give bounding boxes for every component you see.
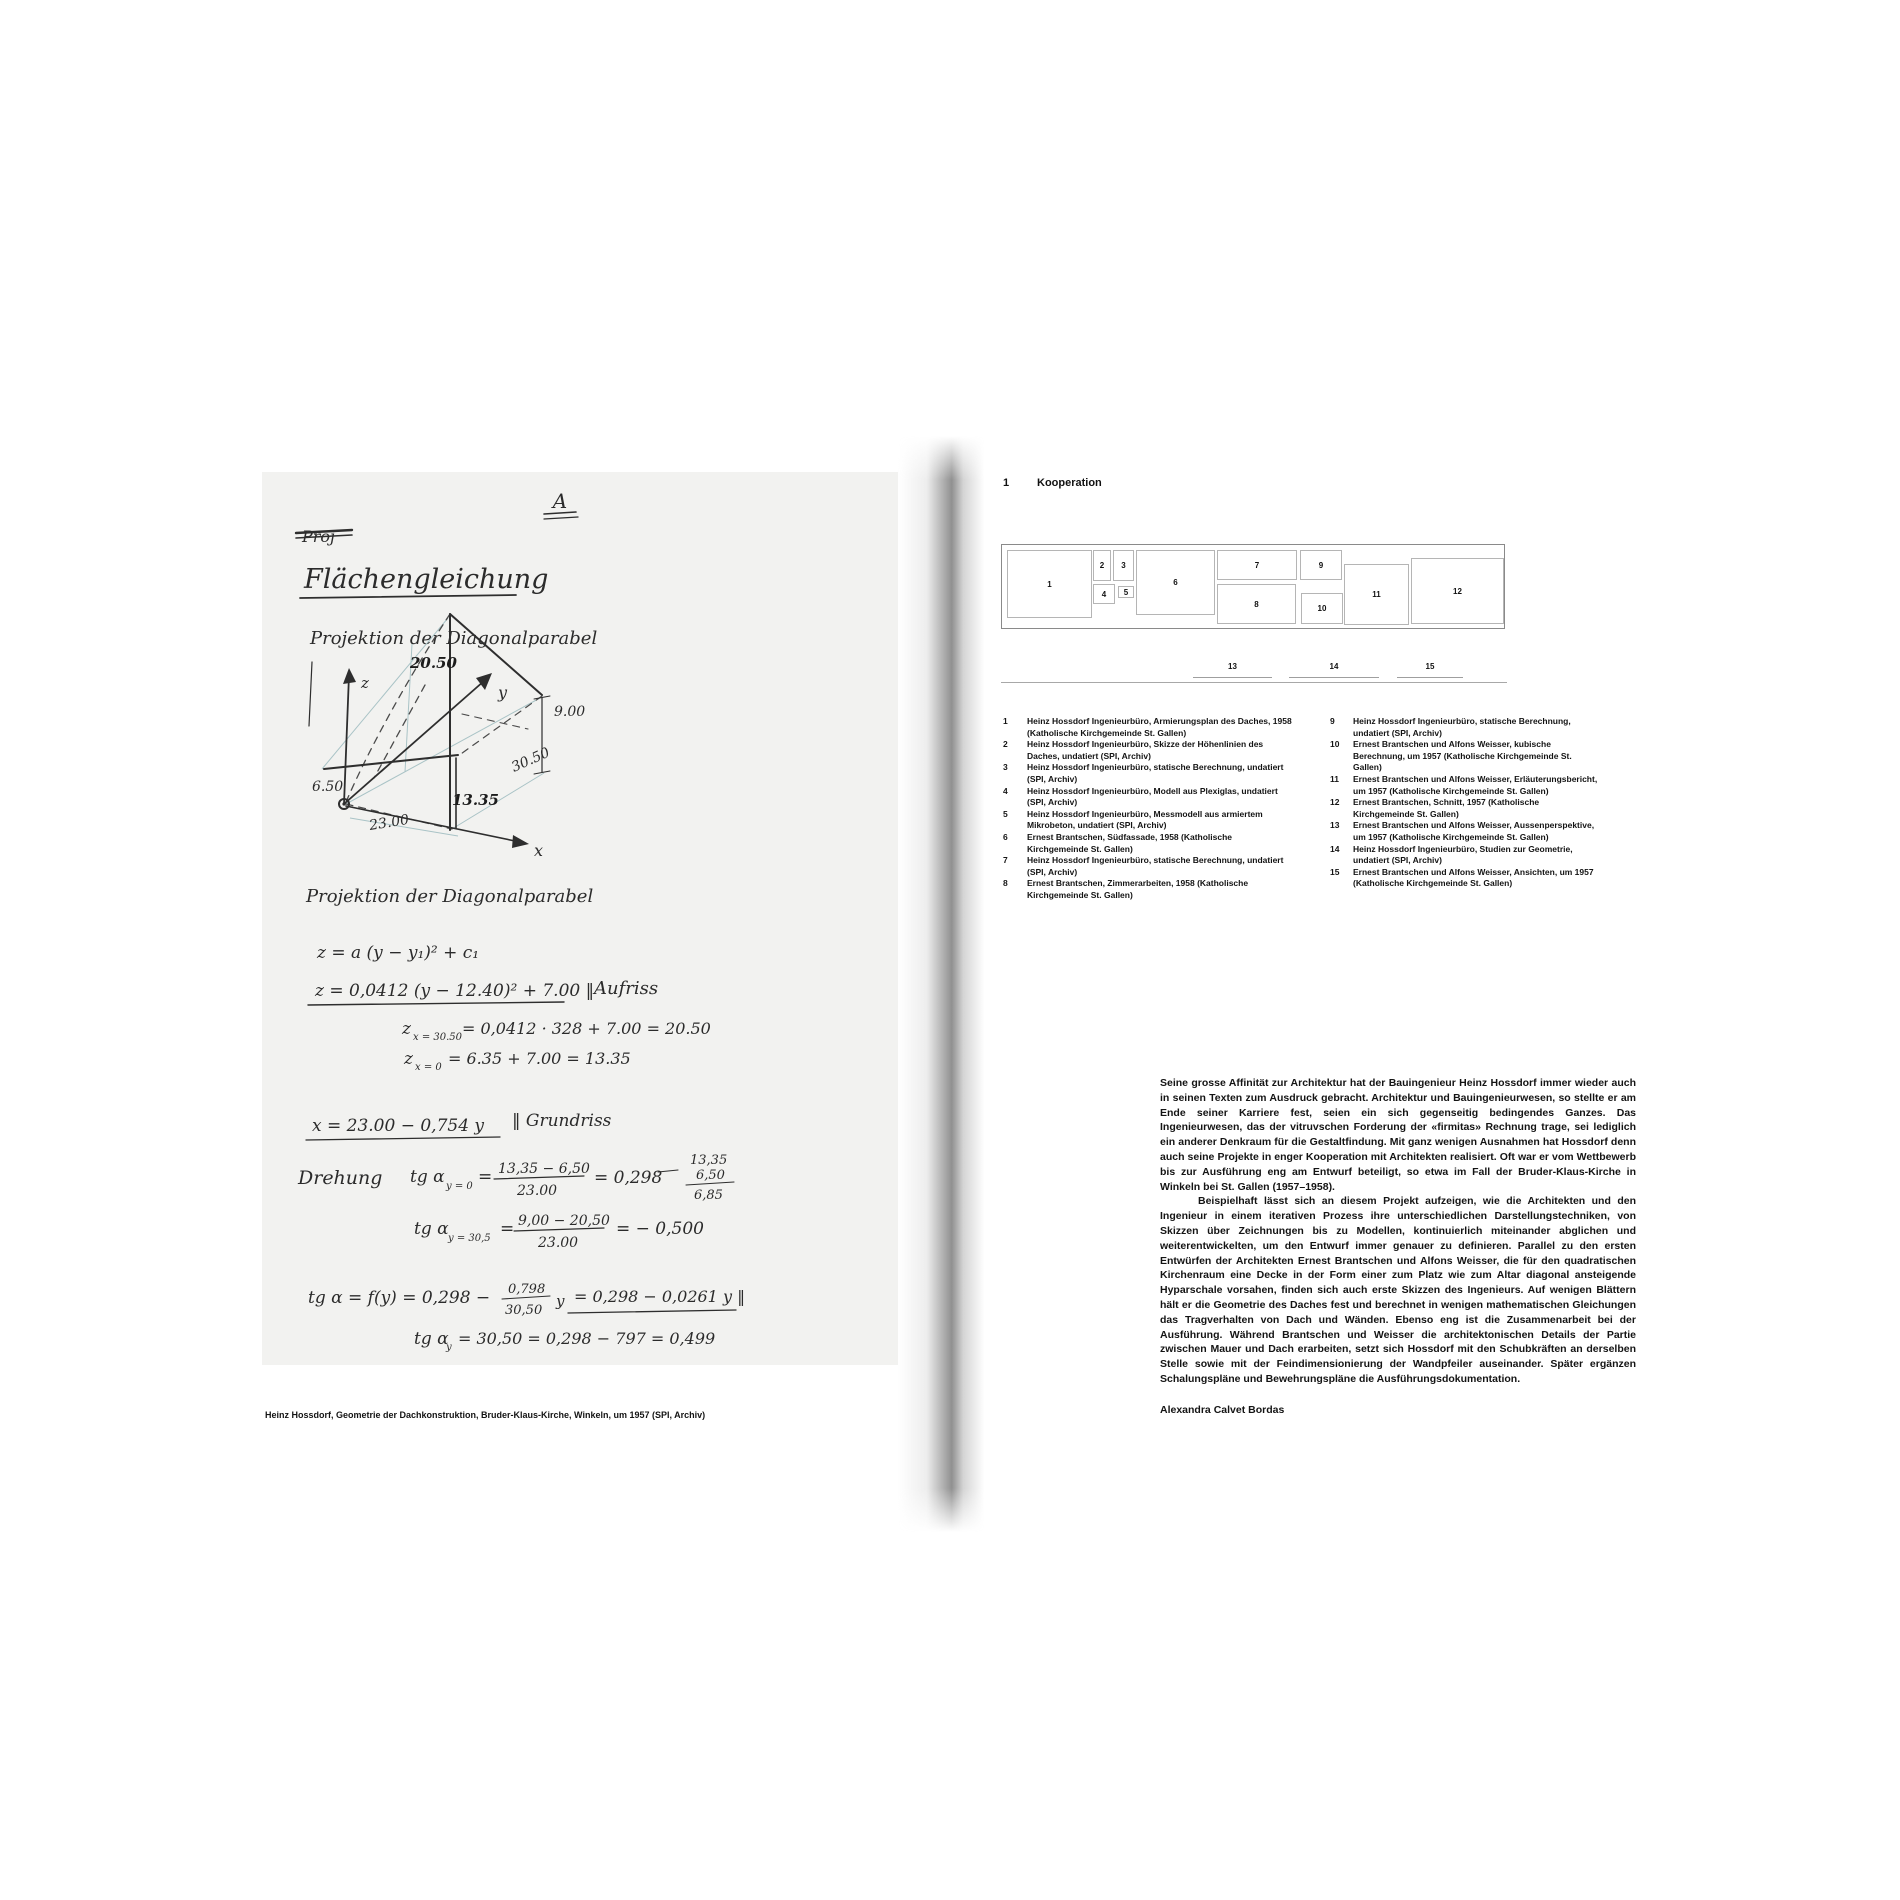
formula-8-den: 30,50: [505, 1303, 543, 1318]
axes: [309, 662, 529, 848]
figure-box-5: 5: [1118, 586, 1134, 598]
caption-item: [1330, 739, 1602, 774]
caption-text: Heinz Hossdorf Ingenieurbüro, statische Berechnung, undatiert (SPI, Archiv): [1353, 716, 1571, 738]
caption-item: [1330, 820, 1602, 843]
section-title: Kooperation: [1037, 477, 1102, 489]
section-header: [1003, 477, 1102, 489]
caption-item: [1003, 762, 1293, 785]
formula-8-underline: [568, 1310, 736, 1313]
formula-1: z = a (y − y₁)² + c₁: [317, 943, 480, 963]
caption-text: Ernest Brantschen und Alfons Weisser, Erläuterungsbericht, um 1957 (Katholische Kirchgemeinde St. Gallen): [1353, 773, 1598, 796]
caption-text: Ernest Brantschen, Zimmerarbeiten, 1958 (Katholische Kirchgemeinde St. Gallen): [1027, 878, 1249, 900]
caption-number: 13: [1330, 820, 1340, 831]
author-name: Alexandra Calvet Bordas: [1160, 1404, 1285, 1416]
dim-650: 6.50: [312, 779, 344, 795]
figure-box-1: 1: [1007, 550, 1092, 618]
figure-box-8: 8: [1217, 584, 1296, 624]
origin-dot: [342, 802, 345, 805]
caption-text: Ernest Brantschen, Schnitt, 1957 (Katholische Kirchgemeinde St. Gallen): [1353, 797, 1540, 819]
formula-5-underline: [306, 1137, 500, 1140]
formula-6-num: 13,35 − 6,50: [498, 1161, 590, 1177]
figure-row-label-15: 15: [1397, 662, 1463, 678]
caption-text: Ernest Brantschen und Alfons Weisser, Aussenperspektive, um 1957 (Katholische Kirchgemeinde St. Gallen): [1353, 820, 1595, 842]
figure-row-label-14: 14: [1289, 662, 1379, 678]
caption-item: [1003, 878, 1293, 901]
caption-number: 12: [1330, 797, 1340, 808]
dim-2050: 20.50: [410, 654, 457, 672]
formula-6-tg: tg α: [410, 1167, 445, 1187]
caption-number: 2: [1003, 739, 1008, 750]
caption-text: Heinz Hossdorf Ingenieurbüro, Skizze der Höhenlinien des Daches, undatiert (SPI, Archiv): [1027, 739, 1264, 761]
figure-box-4: 4: [1093, 584, 1115, 604]
formula-2: z = 0,0412 (y − 12.40)² + 7.00 ‖: [315, 981, 595, 1001]
figure-box-12: 12: [1411, 558, 1504, 624]
formula-7-tg: tg α: [414, 1219, 449, 1239]
margin-value-a: 13,35: [690, 1153, 728, 1168]
caption-number: 3: [1003, 762, 1008, 773]
formula-7-eq: =: [500, 1219, 515, 1239]
formula-7-sub: y = 30,5: [448, 1233, 491, 1244]
sheet-letter: A: [552, 489, 568, 513]
figure-box-2: 2: [1093, 550, 1111, 581]
figure-box-7: 7: [1217, 550, 1297, 580]
caption-number: 7: [1003, 855, 1008, 866]
figure-box-3: 3: [1113, 550, 1134, 581]
formula-5: x = 23.00 − 0,754 y: [312, 1116, 485, 1136]
formula-8-lead: tg α = f(y) = 0,298 −: [308, 1288, 491, 1308]
drehung-label: Drehung: [298, 1167, 383, 1189]
formula-7-den: 23.00: [538, 1235, 579, 1251]
figure-box-9: 9: [1300, 550, 1342, 580]
figure-row-label-13: 13: [1193, 662, 1272, 678]
formula-2-underline: [308, 1002, 564, 1005]
aufriss-label: Aufriss: [594, 978, 659, 999]
body-text: [1160, 1076, 1636, 1387]
caption-item: [1330, 867, 1602, 890]
caption-text: Heinz Hossdorf Ingenieurbüro, statische Berechnung, undatiert (SPI, Archiv): [1027, 762, 1284, 784]
margin-value-c: 6,85: [694, 1188, 723, 1203]
formula-6-eq: =: [478, 1167, 493, 1187]
caption-text: Heinz Hossdorf Ingenieurbüro, Armierungsplan des Daches, 1958 (Katholische Kirchgemeinde St. Gallen): [1027, 716, 1292, 738]
caption-list-right: [1330, 716, 1602, 890]
caption-text: Heinz Hossdorf Ingenieurbüro, Modell aus Plexiglas, undatiert (SPI, Archiv): [1027, 785, 1278, 808]
caption-item: [1003, 786, 1293, 809]
z-axis-label: z: [361, 674, 369, 692]
caption-text: Ernest Brantschen, Südfassade, 1958 (Katholische Kirchgemeinde St. Gallen): [1027, 831, 1233, 854]
letter-underline-2: [544, 517, 578, 519]
caption-text: Ernest Brantschen und Alfons Weisser, kubische Berechnung, um 1957 (Katholische Kirchgemeinde St. Gallen): [1353, 739, 1572, 773]
caption-item: [1330, 844, 1602, 867]
sketch-title: Flächengleichung: [304, 564, 549, 595]
figure-box-11: 11: [1344, 564, 1409, 625]
formula-4-rest: = 6.35 + 7.00 = 13.35: [448, 1049, 631, 1068]
formula-3-sub: x = 30.50: [413, 1032, 463, 1043]
subheading-1: Projektion der Diagonalparabel: [310, 628, 598, 649]
caption-item: [1003, 855, 1293, 878]
dim-900: 9.00: [554, 704, 586, 720]
left-page-caption: Heinz Hossdorf, Geometrie der Dachkonstruktion, Bruder-Klaus-Kirche, Winkeln, um 1957 (SPI, Archiv): [265, 1410, 706, 1420]
caption-number: 1: [1003, 716, 1008, 726]
formula-8-var: y: [556, 1292, 565, 1310]
dim-1335: 13.35: [452, 791, 499, 809]
caption-item: [1003, 832, 1293, 855]
caption-item: [1330, 797, 1602, 820]
caption-text: Ernest Brantschen und Alfons Weisser, Ansichten, um 1957 (Katholische Kirchgemeinde St. Gallen): [1353, 866, 1594, 889]
formula-4-z: z: [404, 1049, 413, 1069]
formula-8-num: 0,798: [508, 1282, 546, 1297]
title-underline: [300, 595, 516, 598]
formula-6-result: = 0,298: [594, 1168, 663, 1188]
formula-9-rest: = 30,50 = 0,298 − 797 = 0,499: [458, 1329, 716, 1348]
handwriting-sketch: [262, 472, 898, 1365]
subheading-2: Projektion der Diagonalparabel: [306, 886, 594, 907]
figure-box-10: 10: [1301, 593, 1343, 624]
formula-3-rest: = 0,0412 · 328 + 7.00 = 20.50: [462, 1019, 711, 1038]
caption-item: [1003, 716, 1293, 739]
caption-number: 11: [1330, 773, 1339, 784]
figure-box-6: 6: [1136, 550, 1215, 615]
formula-9-tg: tg α: [414, 1329, 449, 1349]
caption-text: Heinz Hossdorf Ingenieurbüro, Studien zur Geometrie, undatiert (SPI, Archiv): [1353, 843, 1573, 866]
grundriss-label: ‖ Grundriss: [512, 1111, 612, 1131]
y-axis-label: y: [498, 683, 508, 702]
caption-number: 6: [1003, 831, 1008, 842]
formula-7-num: 9,00 − 20,50: [518, 1213, 610, 1229]
formula-6-den: 23.00: [517, 1183, 558, 1199]
crossed-word: Proj: [302, 527, 336, 546]
caption-item: [1330, 774, 1602, 797]
caption-number: 4: [1003, 785, 1008, 796]
caption-number: 14: [1330, 843, 1340, 854]
caption-item: [1003, 739, 1293, 762]
book-spine-shadow: [898, 436, 994, 1532]
formula-3-z: z: [402, 1019, 411, 1039]
body-paragraph-2: Beispielhaft lässt sich an diesem Projekt aufzeigen, wie die Architekten und den Ingenieur in einem iterativen Prozess ihre unterschiedlichen Darstellungstechniken, von Skizzen über Zeichnungen bis zu Modellen, kontinuierlich miteinander abglichen und weiterentwickelten, um den Entwurf immer genauer zu definieren. Parallel zu den ersten Entwürfen der Architekten Ernest Brantschen und Alfons Weisser, die für den quadratischen Kirchenraum eine Decke in der Form einer zum Platz wie zum Altar diagonal ansteigende Hyparschale vorsahen, finden sich auch erste Skizzen des Ingenieurs. Auf wenigen Blättern hält er die Geometrie des Daches fest und berechnet in wenigen mathematischen Gleichungen das Tragverhalten von Dach und Wänden. Ebenso eng ist die Zusammenarbeit bei der Ausführung. Während Brantschen und Weisser die architektonischen Details der Partie zwischen Mauer und Dach erarbeiten, setzt sich Hossdorf mit den Schubkräften an derselben Stelle sowie mit der Feindimensionierung der Wandpfeiler auseinander. Später ergänzen Schalungspläne und Bewehrungspläne die Ausführungsdokumentation.: [1160, 1195, 1636, 1385]
horizontal-rule: [1001, 682, 1507, 683]
caption-text: Heinz Hossdorf Ingenieurbüro, statische Berechnung, undatiert (SPI, Archiv): [1027, 855, 1284, 877]
caption-item: [1003, 809, 1293, 832]
formula-4-sub: x = 0: [415, 1062, 442, 1073]
caption-number: 15: [1330, 866, 1340, 877]
scan-image: [262, 472, 898, 1365]
x-axis-label: x: [534, 841, 544, 860]
caption-number: 5: [1003, 808, 1008, 819]
formula-7-result: = − 0,500: [616, 1219, 704, 1239]
dim-2300: 23.00: [368, 811, 411, 834]
caption-number: 10: [1330, 739, 1340, 750]
margin-value-b: 6,50: [696, 1168, 725, 1183]
caption-text: Heinz Hossdorf Ingenieurbüro, Messmodell aus armiertem Mikrobeton, undatiert (SPI, Archiv): [1027, 808, 1263, 831]
figure-map: [1001, 544, 1505, 629]
formula-9-sub: y: [446, 1342, 452, 1353]
letter-underline: [544, 512, 576, 514]
dim-3050: 30.50: [509, 744, 553, 776]
caption-number: 8: [1003, 878, 1008, 889]
caption-list-left: [1003, 716, 1293, 902]
formula-8-result: = 0,298 − 0,0261 y ‖: [574, 1287, 746, 1306]
caption-item: [1330, 716, 1602, 739]
formula-6-sub: y = 0: [446, 1181, 473, 1192]
section-number: 1: [1003, 477, 1010, 489]
caption-number: 9: [1330, 716, 1335, 726]
body-paragraph-1: Seine grosse Affinität zur Architektur hat der Bauingenieur Heinz Hossdorf immer wieder auch in seinen Texten zum Ausdruck gebracht. Architektur und Bauingenieurwesen, so stellte er am Ende seiner Karriere fest, seien ein sich gegenseitig bedingendes Ganzes. Das Ingenieurwesen, das der vitruvschen Forderung der «firmitas» Rechnung trage, sei lediglich ein anderer Denkraum für die Gestaltfindung. Mit ganz wenigen Ausnahmen hat Hossdorf denn auch seine Projekte in enger Kooperation mit Architekten realisiert. Oft war er vom Wettbewerb bis zur Ausführung eng am Entwurf beteiligt, so etwa im Fall der Bruder-Klaus-Kirche in Winkeln bei St. Gallen (1957–1958).: [1160, 1077, 1636, 1193]
